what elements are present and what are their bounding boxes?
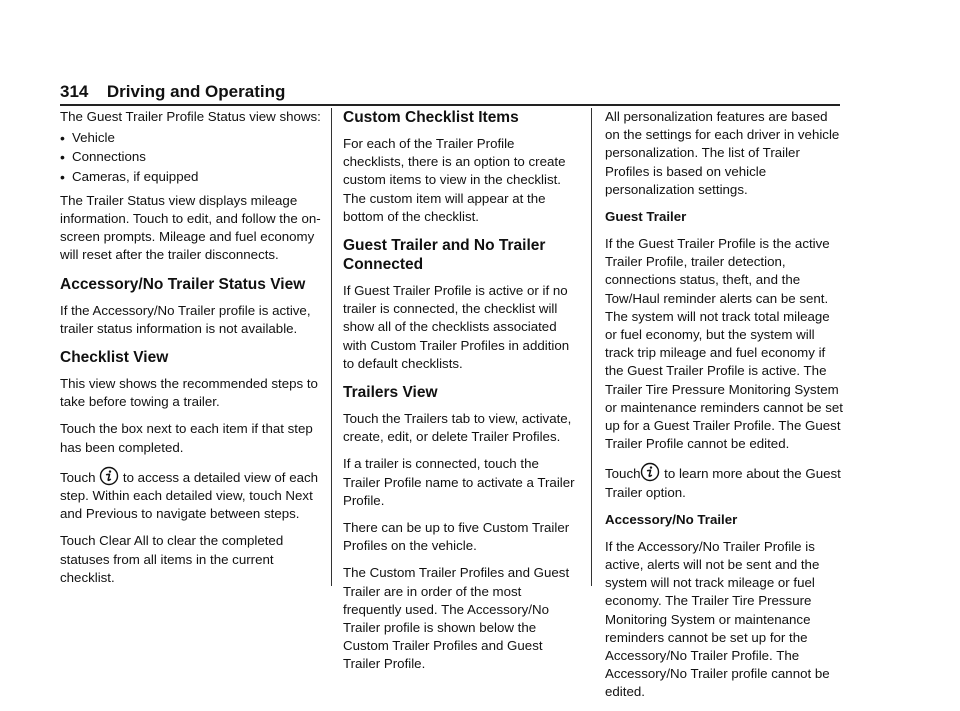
trailers-paragraph: If a trailer is connected, touch the Trailer Profile name to activate a Trailer Profile. [343, 456, 575, 508]
accessory-paragraph: If the Accessory/No Trailer Profile is active, alerts will not be sent and the system will not track mileage or fuel economy. The Trailer Tire Pressure Monitoring System or maintenance reminders cannot be set up for the Accessory/No Trailer Profile. The Accessory/No Trailer profile cannot be edited. [605, 538, 830, 700]
personalization-paragraph: All personalization features are based on the settings for each driver in vehicle personalization. The list of Trailer Profiles is based on vehicle personalization settings. [605, 109, 840, 197]
guest-no-trailer-heading: Guest Trailer and No Trailer Connected [343, 237, 546, 274]
accessory-status-heading: Accessory/No Trailer Status View [60, 275, 306, 293]
status-intro: The Guest Trailer Profile Status view shows: [60, 109, 321, 124]
trailers-view-heading: Trailers View [343, 384, 438, 402]
checklist-paragraph: Touch the box next to each item if that step has been completed. [60, 421, 313, 455]
accessory-heading: Accessory/No Trailer [605, 511, 738, 527]
page-header [60, 82, 840, 102]
info-circle-icon [640, 462, 660, 482]
touch-word: Touch [60, 469, 96, 485]
trailers-paragraph: The Custom Trailer Profiles and Guest Trailer are in order of the most frequently used. The Accessory/No Trailer profile is shown below the Custom Trailer Profiles and Guest Trailer Profile. [343, 565, 570, 672]
detail-view-paragraph [60, 466, 322, 524]
trailers-paragraph: There can be up to five Custom Trailer Profiles on the vehicle. [343, 520, 570, 554]
checklist-paragraph: This view shows the recommended steps to take before towing a trailer. [60, 376, 318, 410]
section-title: Driving and Operating [106, 82, 286, 101]
checklist-view-heading: Checklist View [60, 349, 169, 367]
list-item: • Vehicle [60, 129, 322, 147]
trailers-paragraph: Touch the Trailers tab to view, activate, create, edit, or delete Trailer Profiles. [343, 411, 572, 445]
guest-no-trailer-paragraph: If Guest Trailer Profile is active or if no trailer is connected, the checklist will show all of the checklists associated with Custom Trailer Profiles in addition to default checklists. [343, 283, 570, 371]
column-2 [343, 108, 578, 683]
guest-trailer-paragraph: If the Guest Trailer Profile is the active Trailer Profile, trailer detection, connections status, theft, and the Tow/Haul reminder alerts can be sent. The system will not track total mileage or fuel economy, but the system will track trip mileage and fuel economy if the Guest Trailer Profile is active. The Trailer Tire Pressure Monitoring System or maintenance reminders cannot be set up for a Guest Trailer Profile. The Guest Trailer Profile cannot be edited. [605, 236, 843, 452]
column-1 [60, 108, 322, 596]
column-divider [331, 108, 332, 586]
custom-checklist-paragraph: For each of the Trailer Profile checklists, there is an option to create custom items to view in the checklist. The custom item will appear at the bottom of the checklist. [343, 136, 566, 224]
column-divider [591, 108, 592, 586]
page-number: 314 [60, 82, 89, 101]
column-3 [605, 108, 843, 711]
custom-checklist-heading: Custom Checklist Items [343, 109, 519, 126]
list-item: • Cameras, if equipped [60, 168, 322, 186]
status-list [60, 129, 322, 186]
guest-info-text: to learn more about the Guest Trailer option. [605, 466, 841, 500]
trailer-status-paragraph: The Trailer Status view displays mileage information. Touch to edit, and follow the on-screen prompts. Mileage and fuel economy will reset after the trailer disconnects. [60, 192, 321, 263]
info-circle-icon [99, 466, 119, 486]
accessory-status-paragraph: If the Accessory/No Trailer profile is active, trailer status information is not available. [60, 302, 311, 336]
list-item: • Connections [60, 148, 322, 166]
clear-all-paragraph: Touch Clear All to clear the completed statuses from all items in the current checklist. [60, 533, 284, 585]
guest-trailer-heading: Guest Trailer [605, 209, 687, 225]
header-rule [60, 104, 840, 106]
guest-info-paragraph [605, 462, 843, 501]
detail-view-text: to access a detailed view of each step. Within each detailed view, touch Next and Previous to navigate between steps. [60, 469, 319, 522]
touch-word: Touch [605, 466, 641, 482]
